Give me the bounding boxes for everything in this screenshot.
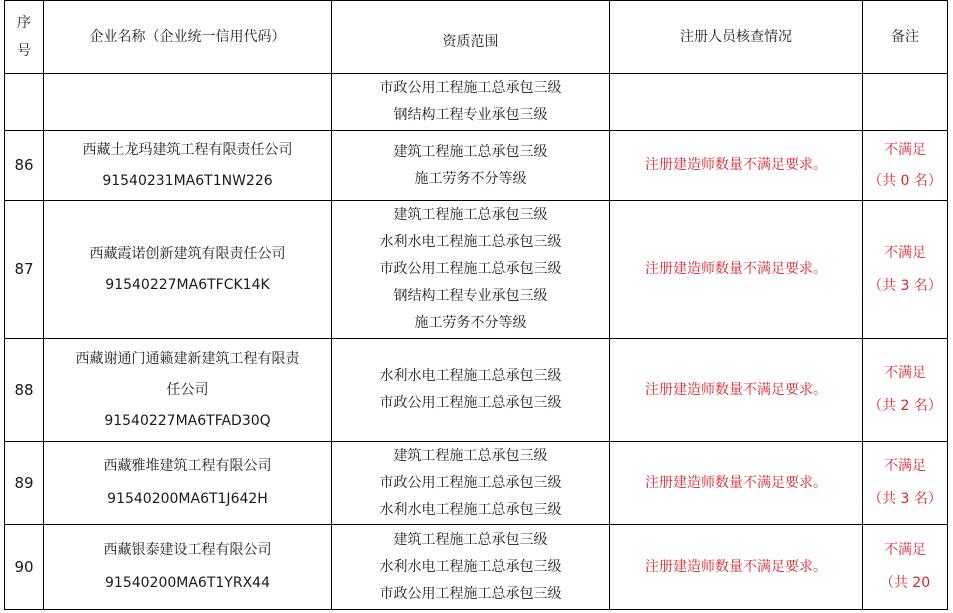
table-row-check: 注册建造师数量不满足要求。: [645, 157, 827, 173]
table-row-remark: 不满足 （共 20: [879, 542, 931, 591]
table-row-scope: 市政公用工程施工总承包三级 钢结构工程专业承包三级: [379, 80, 562, 123]
table-row-remark: 不满足 （共 3 名）: [868, 244, 942, 294]
table-row-scope: 建筑工程施工总承包三级 市政公用工程施工总承包三级 水利水电工程施工总承包三级: [379, 447, 562, 518]
table-row-company: 西藏雅堆建筑工程有限公司 91540200MA6T1J642H: [103, 458, 272, 507]
table-row-scope: 建筑工程施工总承包三级 水利水电工程施工总承包三级 市政公用工程施工总承包三级: [379, 531, 562, 602]
table-row-check: 注册建造师数量不满足要求。: [645, 261, 827, 277]
table-row-company: 西藏银泰建设工程有限公司 91540200MA6T1YRX44: [103, 542, 272, 591]
table-row-check: 注册建造师数量不满足要求。: [645, 381, 827, 398]
table-row-scope: 建筑工程施工总承包三级 水利水电工程施工总承包三级 市政公用工程施工总承包三级 钢结构工程专业承包三级 施工劳务不分等级: [379, 207, 562, 331]
table-row-check: 注册建造师数量不满足要求。: [645, 558, 827, 575]
table-row-seq: 88: [14, 380, 34, 399]
table-row-check: 注册建造师数量不满足要求。: [645, 474, 827, 491]
header-remark: 备注: [891, 28, 919, 45]
table-row-scope: 水利水电工程施工总承包三级 市政公用工程施工总承包三级: [379, 368, 562, 411]
table-row-seq: 90: [14, 557, 34, 576]
header-seq-line: 序: [17, 15, 31, 31]
table-row-company: 西藏土龙玛建筑工程有限责任公司 91540231MA6T1NW226: [82, 141, 293, 189]
header-seq: [5, 1, 43, 73]
table-row-company: 西藏霞诺创新建筑有限责任公司 91540227MA6TFCK14K: [89, 245, 286, 293]
header-seq-line: 号: [17, 43, 31, 59]
table-row-remark: 不满足 （共 2 名）: [868, 365, 942, 414]
header-company: 企业名称（企业统一信用代码）: [89, 28, 286, 45]
table-row-seq: 87: [14, 260, 34, 278]
header-scope: 资质范围: [442, 33, 499, 50]
table-row-remark: 不满足 （共 0 名）: [868, 141, 942, 189]
table-row-company: 西藏谢通门通籁建新建筑工程有限责 任公司 91540227MA6TFAD30Q: [75, 350, 300, 429]
header-check: 注册人员核查情况: [680, 28, 792, 45]
table-row-scope: 建筑工程施工总承包三级 施工劳务不分等级: [393, 143, 548, 187]
table-row-seq: 86: [14, 156, 34, 174]
table-row-seq: 89: [14, 473, 34, 492]
table-row-remark: 不满足 （共 3 名）: [868, 458, 942, 507]
qualification-table: [4, 0, 948, 610]
